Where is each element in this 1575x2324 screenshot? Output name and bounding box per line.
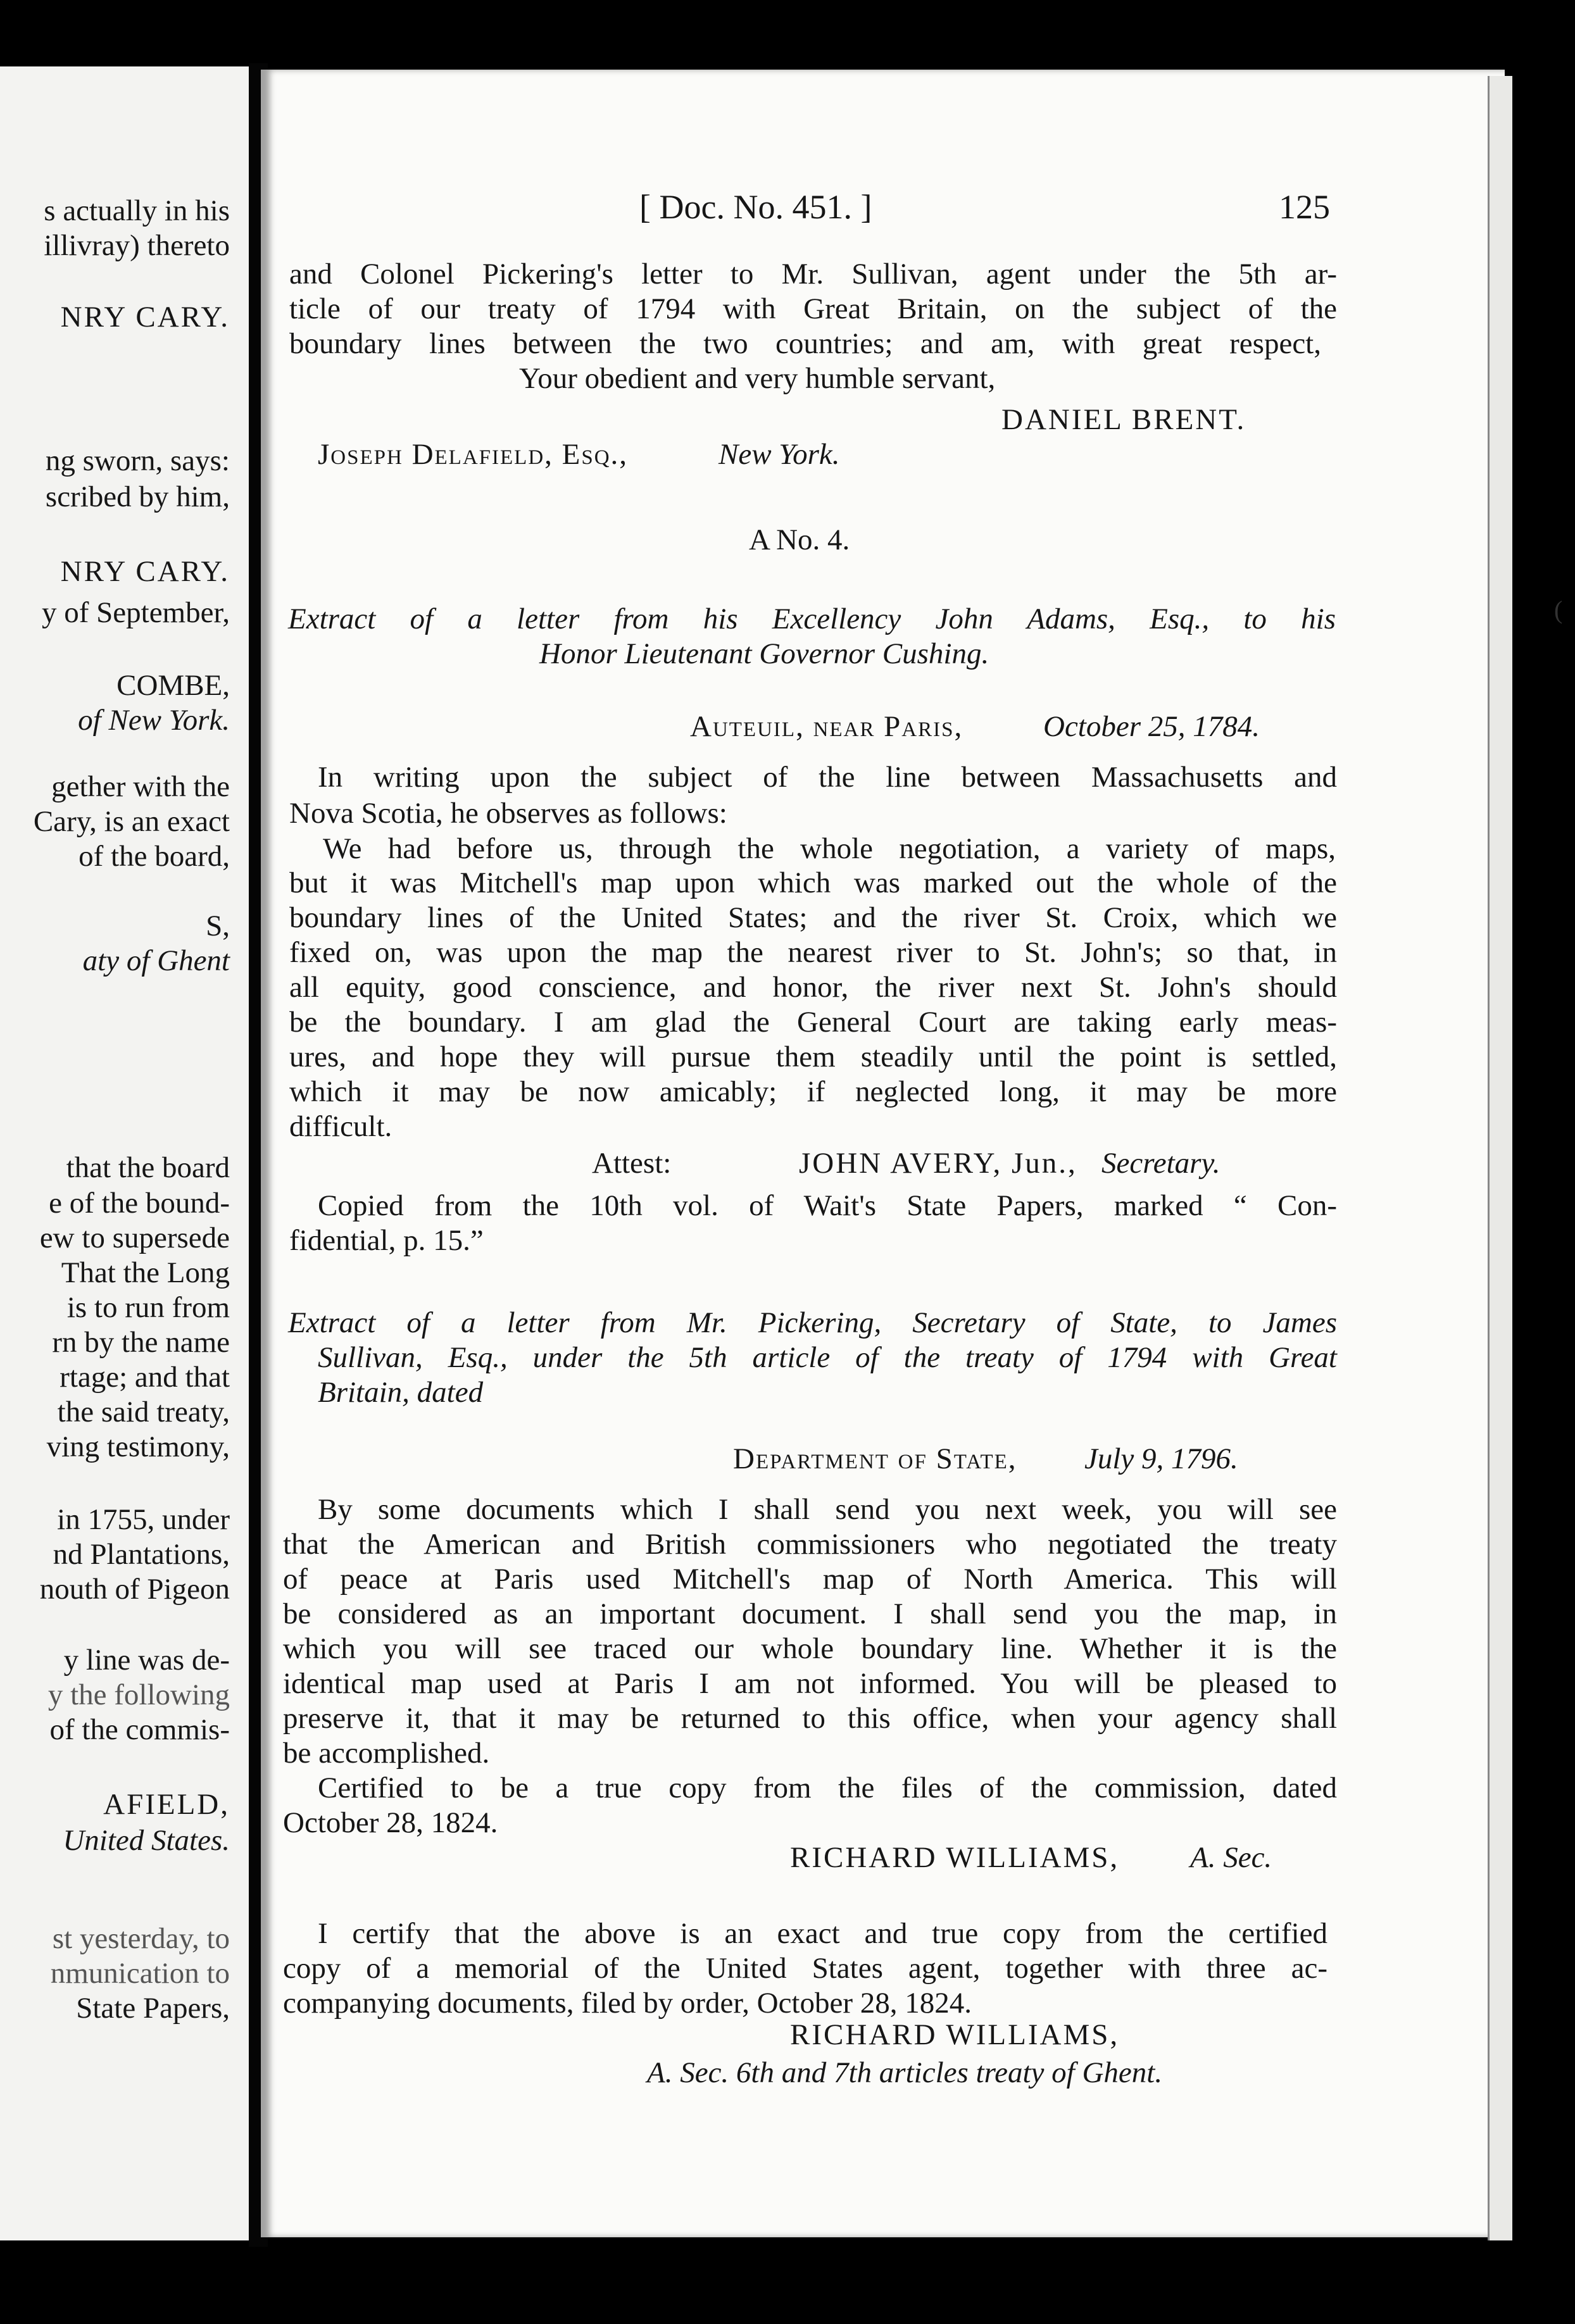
text-line: RICHARD WILLIAMS, (790, 2018, 1120, 2051)
left-page-line: y of September, (41, 596, 230, 629)
text-line: ticle of our treaty of 1794 with Great Britain, on the subject of the (289, 292, 1337, 325)
text-line: which it may be now amicably; if neglected long, it may be more (289, 1075, 1337, 1108)
page-number: 125 (1279, 188, 1330, 226)
text-line: Sullivan, Esq., under the 5th article of the treaty of 1794 with Great (318, 1341, 1337, 1374)
left-page-line: rtage; and that (60, 1361, 230, 1394)
text-line: companying documents, filed by order, October 28, 1824. (283, 1987, 972, 2020)
text-line: Extract of a letter from his Excellency John Adams, Esq., to his (288, 603, 1336, 635)
text-line: Attest: (592, 1147, 672, 1180)
doc-number-header: [ Doc. No. 451. ] (639, 188, 872, 226)
text-line: We had before us, through the whole negotiation, a variety of maps, (323, 832, 1336, 865)
left-page-line: COMBE, (116, 669, 230, 702)
left-page-line: rn by the name (52, 1326, 230, 1359)
text-line: Auteuil, near Paris, (690, 710, 963, 743)
text-line: I certify that the above is an exact and true copy from the certified (318, 1917, 1327, 1950)
text-line: Copied from the 10th vol. of Wait's State Papers, marked “ Con- (318, 1189, 1337, 1222)
left-page-line: United States. (63, 1824, 230, 1857)
text-line: be accomplished. (283, 1737, 490, 1770)
text-line: all equity, good conscience, and honor, the river next St. John's should (289, 971, 1337, 1004)
left-page-line: aty of Ghent (82, 944, 230, 977)
text-line: fixed on, was upon the map the nearest river to St. John's; so that, in (289, 936, 1337, 969)
italic-text: July 9, 1796. (1084, 1442, 1238, 1475)
left-page-line: NRY CARY. (60, 301, 230, 334)
text-line: but it was Mitchell's map upon which was marked out the whole of the (289, 866, 1337, 899)
text-line: Honor Lieutenant Governor Cushing. (539, 637, 989, 670)
left-page-line: Cary, is an exact (33, 805, 230, 838)
text-line: fidential, p. 15.” (289, 1224, 484, 1257)
text-line: of peace at Paris used Mitchell's map of North America. This will (283, 1563, 1337, 1596)
text-line: Extract of a letter from Mr. Pickering, Secretary of State, to James (288, 1306, 1337, 1339)
left-page (0, 66, 249, 2240)
text-line: that the American and British commissioners who negotiated the treaty (283, 1528, 1337, 1561)
text-line: By some documents which I shall send you next week, you will see (318, 1493, 1337, 1526)
text-line: copy of a memorial of the United States agent, together with three ac- (283, 1952, 1327, 1985)
text-line: identical map used at Paris I am not informed. You will be pleased to (283, 1667, 1337, 1700)
left-page-line: in 1755, under (57, 1503, 230, 1536)
text-line: October 28, 1824. (283, 1806, 498, 1839)
text-line: boundary lines between the two countries; and am, with great respect, (289, 327, 1321, 360)
left-page-line: of the board, (78, 840, 230, 873)
italic-text: Secretary. (1101, 1147, 1220, 1180)
text-line: Department of State, (733, 1442, 1017, 1475)
text-line: A. Sec. 6th and 7th articles treaty of Ghent. (647, 2056, 1163, 2089)
text-line: which you will see traced our whole boundary line. Whether it is the (283, 1632, 1337, 1665)
text-line: Certified to be a true copy from the files of the commission, dated (318, 1771, 1337, 1804)
left-page-line: nmunication to (50, 1957, 230, 1990)
left-page-line: scribed by him, (45, 480, 230, 513)
text-line: difficult. (289, 1110, 392, 1143)
left-page-line: gether with the (51, 770, 230, 803)
left-page-line: That the Long (61, 1256, 230, 1289)
text-line: be considered as an important document. I shall send you the map, in (283, 1597, 1337, 1630)
left-page-line: st yesterday, to (52, 1922, 230, 1955)
text-line: and Colonel Pickering's letter to Mr. Sullivan, agent under the 5th ar- (289, 258, 1337, 290)
left-page-line: s actually in his (44, 194, 230, 227)
left-page-line: of the commis- (49, 1713, 230, 1746)
text-line: Your obedient and very humble servant, (519, 362, 996, 395)
left-page-line: the said treaty, (57, 1396, 230, 1428)
left-page-line: of New York. (78, 704, 230, 737)
left-page-line: illivray) thereto (44, 229, 230, 262)
left-page-line: nouth of Pigeon (39, 1573, 230, 1606)
italic-text: A. Sec. (1190, 1841, 1272, 1874)
page-edge (1488, 76, 1512, 2240)
italic-text: October 25, 1784. (1043, 710, 1260, 743)
text-line: JOHN AVERY, Jun., (799, 1147, 1077, 1180)
left-page-line: S, (206, 909, 230, 942)
text-line: Britain, dated (318, 1376, 484, 1409)
left-page-line: is to run from (66, 1291, 230, 1324)
left-page-line: ving testimony, (46, 1430, 230, 1463)
left-page-line: y the following (47, 1678, 230, 1711)
left-page-line: ng sworn, says: (45, 444, 230, 477)
left-page-line: NRY CARY. (60, 555, 230, 588)
text-line: ures, and hope they will pursue them steadily until the point is settled, (289, 1040, 1337, 1073)
left-page-line: State Papers, (76, 1992, 230, 2025)
left-page-line: nd Plantations, (53, 1538, 230, 1571)
left-page-line: ew to supersede (39, 1221, 230, 1254)
left-page-line: AFIELD, (103, 1788, 230, 1821)
text-line: be the boundary. I am glad the General Court are taking early meas- (289, 1006, 1337, 1039)
text-line: Nova Scotia, he observes as follows: (289, 797, 727, 830)
left-page-line: y line was de- (63, 1644, 230, 1677)
text-line: A No. 4. (749, 523, 850, 556)
left-page-line: e of the bound- (49, 1187, 230, 1220)
text-line: Joseph Delafield, Esq., (318, 438, 629, 471)
text-line: DANIEL BRENT. (1001, 403, 1246, 436)
text-line: In writing upon the subject of the line between Massachusetts and (318, 761, 1337, 794)
edge-mark: ( (1554, 596, 1563, 624)
text-line: preserve it, that it may be returned to this office, when your agency shall (283, 1702, 1337, 1735)
right-page (261, 70, 1505, 2237)
text-line: boundary lines of the United States; and the river St. Croix, which we (289, 901, 1337, 934)
italic-text: New York. (718, 438, 840, 471)
text-line: RICHARD WILLIAMS, (790, 1841, 1120, 1874)
left-page-line: that the board (66, 1151, 230, 1184)
